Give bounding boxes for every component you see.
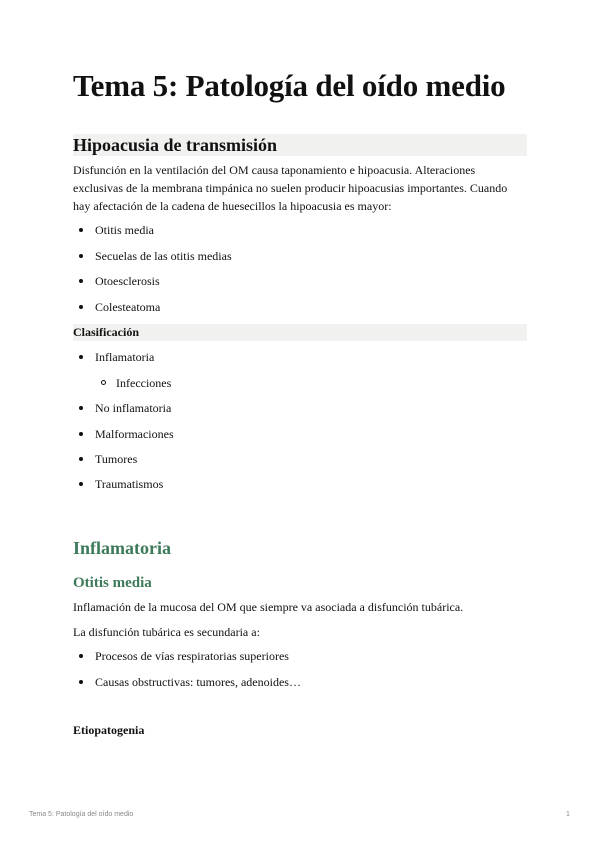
bullet-icon bbox=[79, 355, 83, 359]
section-heading-inflamatoria: Inflamatoria bbox=[73, 538, 171, 558]
etiopatogenia-heading: Etiopatogenia bbox=[73, 723, 145, 737]
bullet-icon bbox=[79, 254, 83, 258]
subsection-heading-clasificacion bbox=[73, 324, 527, 341]
bullet-icon bbox=[79, 228, 83, 232]
bullet-icon bbox=[79, 482, 83, 486]
subsection-heading-otitis-media: Otitis media bbox=[73, 575, 152, 591]
bullet-icon bbox=[79, 654, 83, 658]
disfuncion-intro: La disfunción tubárica es secundaria a: bbox=[73, 625, 260, 639]
bullet-icon bbox=[79, 680, 83, 684]
otitis-description: Inflamación de la mucosa del OM que siempre va asociada a disfunción tubárica. bbox=[73, 600, 464, 614]
bullet-icon bbox=[79, 457, 83, 461]
bullet-icon bbox=[79, 305, 83, 309]
section-heading-hipoacusia bbox=[73, 134, 527, 156]
page-title: Tema 5: Patología del oído medio bbox=[73, 68, 506, 103]
section-heading-text: Hipoacusia de transmisión bbox=[73, 135, 278, 155]
circle-bullet-icon bbox=[101, 380, 106, 385]
bullet-icon bbox=[79, 279, 83, 283]
bullet-icon bbox=[79, 406, 83, 410]
page-number: 1 bbox=[566, 811, 570, 818]
footer-title: Tema 5: Patología del oído medio bbox=[29, 811, 134, 818]
subsection-heading-text: Clasificación bbox=[73, 325, 139, 339]
document-page: Tema 5: Patología del oído medio Hipoacusia de transmisión Disfunción en la ventilación del OM causa taponamiento e hipoacusia. Alteraciones exclusivas de la membrana timpánica no suelen producir hipoacusias importantes. Cuando hay afectación de la cadena de huesecillos la hipoacusia es mayor: Otitis media Secuelas de las otitis medias Otoesclerosis Colesteatoma Clasificación Inflamatoria Infecciones No inflamatoria Malformaciones Tumores Traumatismos Inflamatoria Otitis media Inflamación de la mucosa del OM que siempre va asociada a disfunción tubárica. La disfunción tubárica es secundaria a: Procesos de vías respiratorias superiores Causas obstructivas: tumores, adenoides… Etiopatogenia Tema 5: Patología del oído medio 1 bbox=[29, 68, 570, 818]
intro-paragraph: Disfunción en la ventilación del OM causa taponamiento e hipoacusia. Alteraciones exclusivas de la membrana timpánica no suelen producir hipoacusias importantes. Cuando hay afectación de la cadena de huesecillos la hipoacusia es mayor: bbox=[73, 163, 508, 213]
bullet-icon bbox=[79, 432, 83, 436]
